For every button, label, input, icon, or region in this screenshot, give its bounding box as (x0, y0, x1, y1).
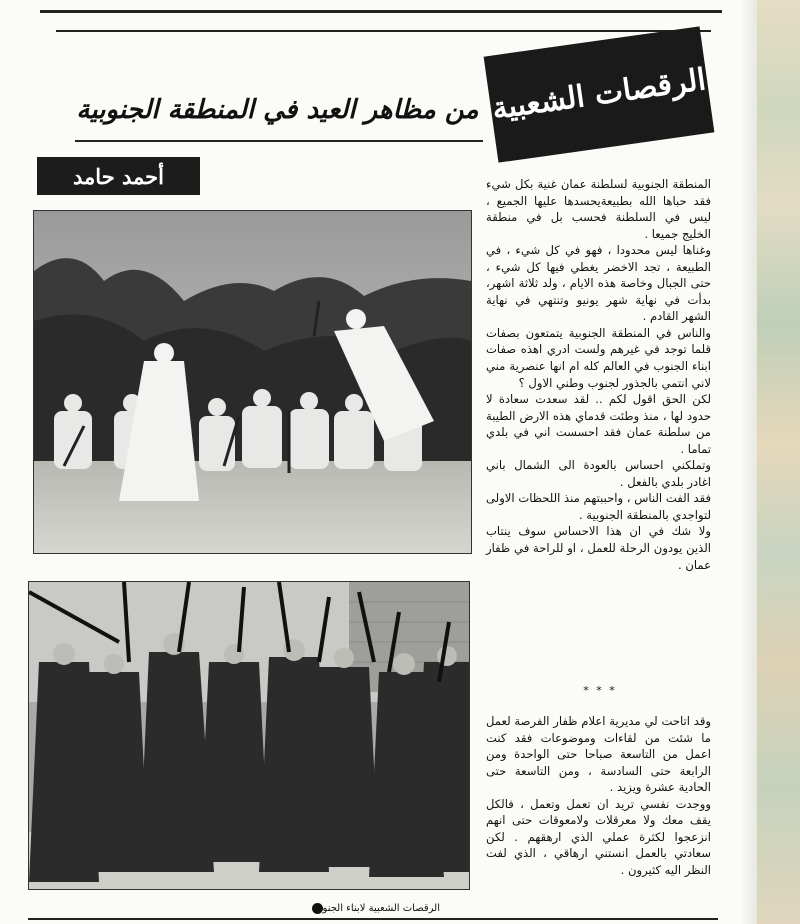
photo-stick-dance-image (34, 211, 471, 553)
title-underline (75, 140, 483, 142)
section-separator: * * * (583, 684, 617, 697)
author-name: أحمد حامد (37, 157, 200, 195)
page-fold-shadow (740, 0, 757, 924)
photo-rifle-dance-image (29, 582, 469, 889)
paragraph: وقد اتاحت لي مديرية اعلام ظفار الفرصة لعمل ما شئت من لقاءات وموضوعات فقد كنت اعمل من التاسعة صباحا حتى الواحدة ومن الرابعة حتى السادسة ، ومن التاسعة حتى الحادية عشرة ويزيد . (486, 714, 711, 795)
photo-caption: الرقصات الشعبية لابناء الجنوب (313, 903, 440, 914)
paragraph: المنطقة الجنوبية لسلطنة عمان غنية بكل شيء فقد حباها الله بطبيعةيحسدها عليها الجميع ، ليس في السلطنة فحسب بل في منطقة الخليج جميعا . (486, 177, 711, 241)
article-subtitle: من مظاهر العيد في المنطقة الجنوبية (76, 95, 479, 125)
article-column-2 (486, 713, 711, 923)
article-column-1 (486, 176, 711, 696)
photo-rifle-dance (28, 581, 470, 890)
paragraph: وتملكني احساس بالعودة الى الشمال باني اغادر بلدي بالفعل . (486, 458, 711, 489)
paragraph: والناس في المنطقة الجنوبية يتمتعون بصفات قلما توجد في غيرهم ولست ادري اهذه صفات ابناء الجنوب في العالم كله ام انها عنصرية مني لاني انتمي بالجذور لجنوب وطني الاول ؟ (486, 325, 711, 390)
photo-stick-dance (33, 210, 472, 554)
paragraph: ووجدت نفسي تريد ان تعمل وتعمل ، فالكل يقف معك ولا معرقلات ولامعوقات حتى انهم انزعجوا لكثرة عملي الذي ارهقهم . لكن سعادتي بالعمل انستني ارهاقي ، الذي لفت النظر اليه كثيرون . (486, 796, 711, 877)
top-rule-thin (56, 30, 711, 32)
paragraph: لكن الحق اقول لكم .. لقد سعدت سعادة لا حدود لها ، منذ وطئت قدماي هذه الارض الطيبة من سلطنة عمان فقد احسست اني في بلدي تماما . (486, 392, 711, 456)
paragraph: وغناها ليس محدودا ، فهو في كل شيء ، في الطبيعة ، تجد الاخضر يغطي فيها كل شيء ، حتى الجبال وخاصة هذه الايام ، ولد ثلاثة اشهر، بدأت في نهاية شهر يونيو وتنتهي في نهاية الشهر القادم . (486, 243, 711, 324)
article-title: الرقصات الشعبية (484, 26, 715, 162)
adjacent-page-edge (757, 0, 800, 924)
paragraph: فقد الفت الناس ، واحببتهم منذ اللحظات الاولى لتواجدي بالمنطقة الجنوبية . (486, 491, 711, 522)
bottom-rule (28, 918, 718, 920)
paragraph: ولا شك في ان هذا الاحساس سوف ينتاب الذين يودون الرحلة للعمل ، او للراحة في ظفار عمان . (486, 524, 711, 572)
top-rule (40, 10, 722, 13)
